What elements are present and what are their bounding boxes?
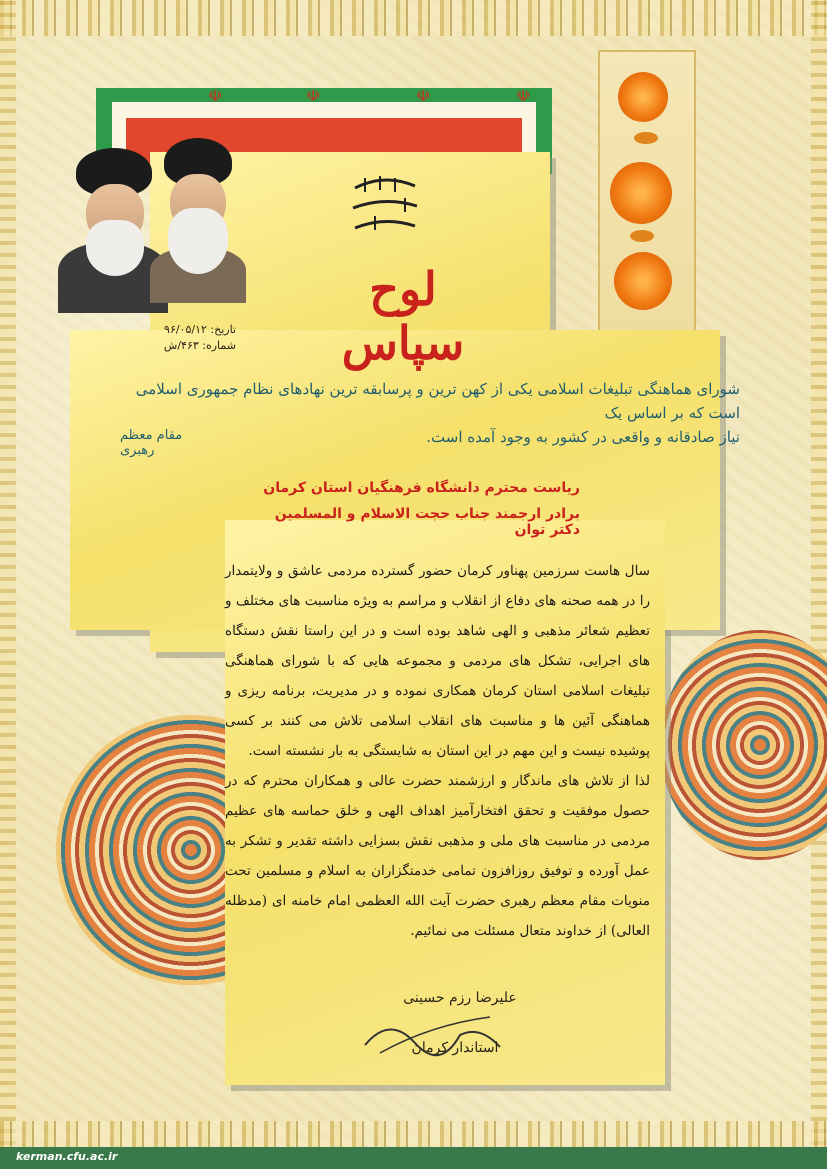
decorative-border-top — [0, 0, 827, 36]
site-url[interactable]: kerman.cfu.ac.ir — [16, 1150, 118, 1163]
decorative-border-left — [0, 0, 16, 1169]
signatory-position: استاندار کرمان — [411, 1040, 499, 1056]
bismillah-calligraphy — [345, 168, 425, 238]
leaders-portraits — [58, 138, 248, 313]
emblem-icon: ☫ — [306, 86, 321, 105]
flower-illustration — [598, 50, 696, 334]
number-text: شماره: ۴۶۳/ش — [163, 339, 236, 352]
quote-line-2: نیاز صادقانه و واقعی در کشور به وجود آمده است. — [426, 428, 740, 446]
recipient-line-1: ریاست محترم دانشگاه فرهنگیان استان کرمان — [263, 480, 580, 496]
body-paragraph-2: لذا از تلاش های ماندگار و ارزشمند حضرت عالی و همکاران محترم که در حصول موفقیت و تحقق افتخارآمیز اهداف الهی و خلق حماسه های عظیم مردمی در مناسبت های ملی و مذهبی نقش بسزایی داشته تقدیر و تشکر به عمل آورده و توفیق روزافزون تمامی خدمتگزاران به اسلام و مسلمین تحت منویات مقام معظم رهبری حضرت آیت الله العظمی امام خامنه ای (مدظله العالی) از خداوند متعال مسئلت می نمائیم. — [225, 773, 650, 939]
quote-author: مقام معظم رهبری — [120, 428, 183, 458]
ornament-medallion-right — [660, 630, 827, 860]
emblem-icon: ☫ — [416, 86, 431, 105]
certificate-body — [225, 556, 650, 946]
signatory-name: علیرضا رزم حسینی — [403, 990, 517, 1006]
date-text: تاریخ: ۹۶/۰۵/۱۲ — [164, 323, 236, 336]
emblem-icon: ☫ — [208, 86, 223, 105]
date-block — [116, 322, 236, 354]
footer-bar — [0, 1147, 827, 1169]
certificate-title: لوح سپاس — [341, 262, 465, 370]
body-paragraph-1: سال هاست سرزمین پهناور کرمان حضور گسترده مردمی عاشق و ولایتمدار را در همه صحنه های دفاع از انقلاب و مراسم به ویژه مناسبت های مختلف و تعظیم شعائر مذهبی و الهی شاهد بوده است و در این راستا نقش دستگاه های اجرایی، تشکل های مردمی و مجموعه هایی که با شورای هماهنگی تبلیغات اسلامی استان کرمان همکاری نموده و در مدیریت، برنامه ریزی و هماهنگی آئین ها و مناسبت های انقلاب اسلامی تلاش می کنند بر کسی پوشیده نیست و این مهم در این استان به شایستگی به بار نشسته است. — [225, 563, 650, 759]
recipient-line-2: برادر ارجمند جناب حجت الاسلام و المسلمین دکتر توان — [274, 506, 580, 538]
emblem-icon: ☫ — [516, 86, 531, 105]
decorative-border-right — [811, 0, 827, 1169]
portrait-right — [150, 138, 246, 303]
quote-line-1: شورای هماهنگی تبلیغات اسلامی یکی از کهن ترین و پرسابقه ترین نهادهای نظام جمهوری اسلامی است که بر اساس یک — [135, 380, 740, 422]
